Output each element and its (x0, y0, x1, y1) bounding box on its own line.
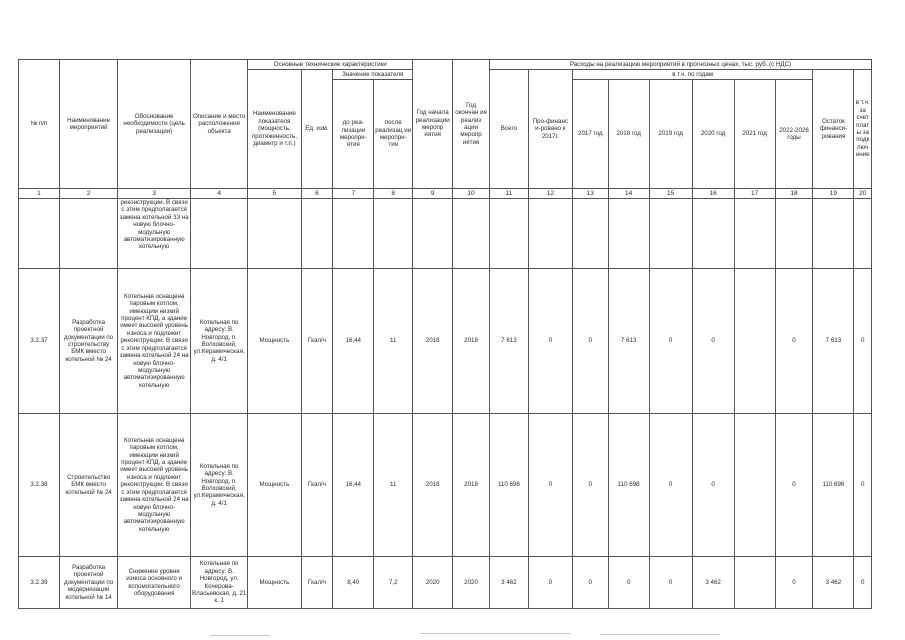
column-number: 12 (528, 189, 572, 199)
row-2017: 0 (572, 414, 608, 557)
row-before: 16,44 (333, 269, 374, 414)
row-after: 7,2 (374, 557, 413, 609)
column-number: 13 (572, 189, 608, 199)
row-end: 2018 (453, 269, 490, 414)
header-group-value: Значение показателя (333, 70, 413, 80)
column-number: 14 (608, 189, 649, 199)
header-group-tech: Основные технические характеристики (248, 60, 413, 70)
column-number: 15 (649, 189, 692, 199)
header-before: до реа-лизации меропри-ятия (333, 80, 374, 189)
continued-reason-cell: реконструкции. В связи с этим предполагается замена котельной 33 на новую блочно-модульную автоматизированную котельную (118, 199, 191, 269)
row-2017: 0 (572, 269, 608, 414)
scan-artifact (210, 635, 270, 636)
column-number-row (19, 189, 872, 199)
row-before: 8,40 (333, 557, 374, 609)
row-reason: Снижение уровня износа основного и вспомогательного оборудования (118, 557, 191, 609)
row-reason: Котельная оснащена паровым котлом, имеющим низкий процент КПД, а здание имеет высокий уровень износа и подлежит реконструкции. В связи с этим предполагается замена котельной 24 на новую блочно-модульную автоматизированную котельную (118, 414, 191, 557)
row-before: 16,44 (333, 414, 374, 557)
row-2019: 0 (649, 269, 692, 414)
column-number: 18 (775, 189, 813, 199)
column-number: 6 (301, 189, 333, 199)
row-unit: Гкал/ч (301, 557, 333, 609)
column-number: 19 (813, 189, 854, 199)
header-unit: Ед. изм. (301, 70, 333, 189)
header-group-years: в т.ч. по годам (572, 70, 813, 80)
table-row (19, 414, 872, 557)
row-start: 2018 (413, 269, 453, 414)
row-num: 3.2.37 (19, 269, 60, 414)
row-connection-fee: 0 (854, 557, 872, 609)
column-number: 17 (734, 189, 775, 199)
table-row (19, 557, 872, 609)
row-prefunded: 0 (528, 414, 572, 557)
row-unit: Гкал/ч (301, 414, 333, 557)
row-2021 (734, 269, 775, 414)
row-start: 2020 (413, 557, 453, 609)
row-2022-2026: 0 (775, 557, 813, 609)
column-number: 11 (489, 189, 528, 199)
row-reason: Котельная оснащена паровым котлом, имеющим низкий процент КПД, а здание имеет высокий уровень износа и подлежит реконструкции. В связи с этим предполагается замена котельной 24 на новую блочно-модульную автоматизированную котельную (118, 269, 191, 414)
row-2019: 0 (649, 557, 692, 609)
header-start-year: Год начала реализации меропр иятия (413, 60, 453, 189)
row-location: Котельная по адресу: В. Новгород, п. Волховский, ул.Керамическая, д. 4/1 (190, 414, 247, 557)
row-prefunded: 0 (528, 269, 572, 414)
header-num: № п/п (19, 60, 60, 189)
column-number: 16 (692, 189, 734, 199)
header-group-costs: Расходы на реализацию мероприятий в прогнозных ценах, тыс. руб. (с НДС) (489, 60, 871, 70)
scan-artifact (600, 634, 720, 635)
row-2019: 0 (649, 414, 692, 557)
row-remaining: 3 462 (813, 557, 854, 609)
column-number: 20 (854, 189, 872, 199)
row-2021 (734, 557, 775, 609)
header-name: Наименование мероприятий (59, 60, 117, 189)
row-unit: Гкал/ч (301, 269, 333, 414)
column-number: 7 (333, 189, 374, 199)
column-number: 5 (248, 189, 301, 199)
row-start: 2018 (413, 414, 453, 557)
header-2019: 2019 год (649, 80, 692, 189)
row-indicator: Мощность (248, 414, 301, 557)
header-connection-fee: в т.ч. за счет платы за подключение (854, 70, 872, 189)
row-total: 3 462 (489, 557, 528, 609)
header-2020: 2020 год (692, 80, 734, 189)
header-indicator: Наименование показателя (мощность, протяженность, диаметр и т.п.) (248, 70, 301, 189)
header-2022-2026: 2022-2026 годы (775, 80, 813, 189)
row-2020: 0 (692, 269, 734, 414)
row-name: Разработка проектной документации по модернизации котельной № 14 (59, 557, 117, 609)
row-2018: 0 (608, 557, 649, 609)
row-end: 2018 (453, 414, 490, 557)
column-number: 8 (374, 189, 413, 199)
table-row (19, 269, 872, 414)
header-end-year: Год окончан ия реализ ации меропр иятия (453, 60, 490, 189)
column-number: 10 (453, 189, 490, 199)
header-reason: Обоснование необходимости (цель реализации) (118, 60, 191, 189)
row-location: Котельная по адресу: В. Новгород, п. Волховский, ул.Керамическая, д. 4/1 (190, 269, 247, 414)
continued-row (19, 199, 872, 269)
header-location: Описание и место расположения объекта (190, 60, 247, 189)
row-2017: 0 (572, 557, 608, 609)
column-number: 4 (190, 189, 247, 199)
row-remaining: 110 698 (813, 414, 854, 557)
scan-artifact (420, 633, 570, 634)
row-location: Котельная по адресу: В. Новгород, ул. Кочерова-Власьевская, д. 21 к. 1 (190, 557, 247, 609)
column-number: 2 (59, 189, 117, 199)
header-2018: 2018 год (608, 80, 649, 189)
row-connection-fee: 0 (854, 269, 872, 414)
header-after: после реализац ии меропри-тия (374, 80, 413, 189)
header-2017: 2017 год (572, 80, 608, 189)
row-remaining: 7 613 (813, 269, 854, 414)
header-total: Всего (489, 70, 528, 189)
column-number: 3 (118, 189, 191, 199)
row-indicator: Мощность (248, 269, 301, 414)
row-2020: 0 (692, 414, 734, 557)
header-row-1 (19, 60, 872, 70)
column-number: 9 (413, 189, 453, 199)
row-name: Разработка проектной документации по строительству БМК вместо котельной № 24 (59, 269, 117, 414)
header-2021: 2021 год (734, 80, 775, 189)
column-number: 1 (19, 189, 60, 199)
row-2021 (734, 414, 775, 557)
row-2018: 110 698 (608, 414, 649, 557)
row-total: 7 613 (489, 269, 528, 414)
row-name: Строительство БМК вместо котельной № 24 (59, 414, 117, 557)
row-prefunded: 0 (528, 557, 572, 609)
row-end: 2020 (453, 557, 490, 609)
row-num: 3.2.39 (19, 557, 60, 609)
row-after: 11 (374, 414, 413, 557)
row-connection-fee: 0 (854, 414, 872, 557)
row-2018: 7 613 (608, 269, 649, 414)
header-remaining: Остаток финанси-рования (813, 70, 854, 189)
row-2020: 3 462 (692, 557, 734, 609)
row-2022-2026: 0 (775, 269, 813, 414)
investment-program-table (18, 59, 872, 609)
row-total: 110 698 (489, 414, 528, 557)
row-indicator: Мощность (248, 557, 301, 609)
row-num: 3.2.38 (19, 414, 60, 557)
row-2022-2026: 0 (775, 414, 813, 557)
header-prefunded: Про-финанс и-ровано к 2017г. (528, 70, 572, 189)
row-after: 11 (374, 269, 413, 414)
